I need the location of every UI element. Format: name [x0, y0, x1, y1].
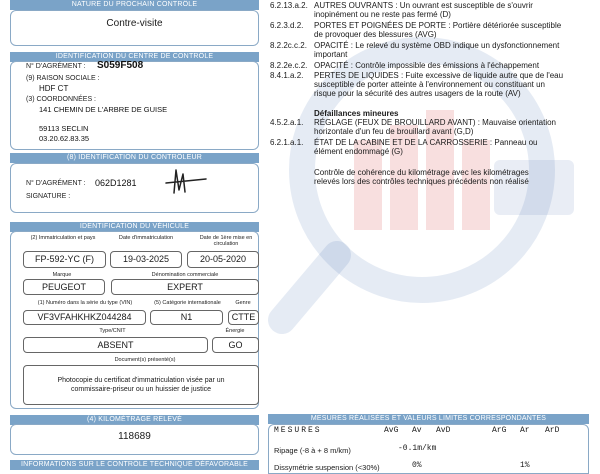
- cap-vin: (1) Numéro dans la série du type (VIN): [37, 300, 133, 306]
- measures-title: MESURES: [274, 426, 322, 435]
- energie-field: GO: [212, 337, 259, 353]
- controller-agreement-label: N° D'AGRÉMENT :: [26, 180, 86, 187]
- cap-denomination: Dénomination commerciale: [151, 272, 219, 278]
- raison-sociale-label: (9) RAISON SOCIALE :: [26, 75, 100, 82]
- col-ard: ArD: [545, 426, 560, 435]
- coherence-note: Contrôle de cohérence du kilométrage avec les kilométrages relevés lors des contrôles techniques précédents non réalisé: [314, 168, 529, 186]
- categorie-field: N1: [150, 310, 223, 325]
- cap-type: Type/CNIT: [99, 328, 126, 334]
- defect-code: 6.2.3.d.2.: [270, 21, 304, 30]
- defect-code: 6.2.13.a.2.: [270, 1, 308, 10]
- cap-categorie: (5) Catégorie internationale: [154, 300, 221, 306]
- defect-code: 8.2.2c.c.2.: [270, 41, 307, 50]
- center-phone: 03.20.62.83.35: [39, 134, 90, 143]
- center-address: 141 CHEMIN DE L'ARBRE DE GUISE: [39, 105, 168, 114]
- signature-label: SIGNATURE :: [26, 193, 71, 200]
- measure-row-label: Ripage (-8 à + 8 m/km): [274, 446, 351, 455]
- measure-row-av: 0%: [412, 461, 422, 470]
- defect-text: PERTES DE LIQUIDES : Fuite excessive de liquide autre que de l'eau susceptible de porter atteinte à l'environnement ou constituant un risque pour la sécurité des autres usagers de la route (AV): [314, 71, 564, 98]
- marque-field: PEUGEOT: [23, 279, 105, 295]
- vehicle-header: IDENTIFICATION DU VÉHICULE: [10, 222, 259, 232]
- measure-row-av: -0.1m/km: [398, 444, 437, 453]
- next-control-value: Contre-visite: [106, 18, 163, 29]
- document-line-1: Photocopie du certificat d'immatriculation visée par un: [57, 377, 225, 384]
- col-av: Av: [412, 426, 422, 435]
- signature-mark: [160, 166, 215, 196]
- coordonnees-label: (3) COORDONNÉES :: [26, 96, 97, 103]
- info-header: INFORMATIONS SUR LE CONTRÔLE TECHNIQUE DÉFAVORABLE: [10, 460, 259, 470]
- cap-marque: Marque: [52, 272, 72, 278]
- mileage-box: [10, 424, 259, 455]
- document-line-2: commissaire-priseur ou un huissier de justice: [70, 386, 212, 393]
- measures-header: MESURES RÉALISÉES ET VALEURS LIMITES CORRESPONDANTES: [268, 414, 589, 424]
- center-city: 59113 SECLIN: [39, 124, 89, 133]
- mileage-value: 118689: [118, 431, 151, 442]
- center-agreement-value: S059F508: [97, 60, 144, 71]
- cap-immat: (2) Immatriculation et pays: [30, 235, 96, 241]
- date-immat-field: 19-03-2025: [110, 251, 182, 268]
- defect-text: OPACITÉ : Le relevé du système OBD indique un dysfonctionnement important: [314, 41, 560, 59]
- cap-energie: Énergie: [225, 328, 245, 334]
- defect-text: OPACITÉ : Contrôle impossible des émissions à l'échappement: [314, 61, 540, 70]
- minor-defects-title: Défaillances mineures: [314, 109, 399, 118]
- defect-text: ÉTAT DE LA CABINE ET DE LA CARROSSERIE : Panneau ou élément endommagé (G): [314, 138, 538, 156]
- immat-field: FP-592-YC (F): [23, 251, 106, 268]
- cap-first-circ: Date de 1ère mise en circulation: [199, 235, 253, 247]
- col-ar: Ar: [520, 426, 530, 435]
- next-control-box: [10, 10, 259, 46]
- defect-text: AUTRES OUVRANTS : Un ouvrant est susceptible de s'ouvrir inopinément ou ne reste pas fermé (D): [314, 1, 533, 19]
- genre-field: CTTE: [228, 310, 259, 325]
- measure-row-label: Dissymétrie suspension (<30%): [274, 463, 380, 472]
- controller-header: (8) IDENTIFICATION DU CONTRÔLEUR: [10, 153, 259, 163]
- first-circ-field: 20-05-2020: [187, 251, 259, 268]
- cap-documents: Document(s) présenté(s): [114, 357, 176, 363]
- measure-row-ar: 1%: [520, 461, 530, 470]
- defect-text: PORTES ET POIGNÉES DE PORTE : Portière détériorée susceptible de provoquer des blessures (AVG): [314, 21, 562, 39]
- defect-text: RÉGLAGE (FEUX DE BROUILLARD AVANT) : Mauvaise orientation horizontale d'un feu de brouillard avant (G,D): [314, 118, 557, 136]
- defect-code: 8.4.1.a.2.: [270, 71, 304, 80]
- denomination-field: EXPERT: [111, 279, 259, 295]
- next-control-header: NATURE DU PROCHAIN CONTRÔLE: [10, 0, 259, 10]
- controller-agreement-value: 062D1281: [95, 178, 137, 188]
- cap-genre: Genre: [235, 300, 251, 306]
- defect-code: 4.5.2.a.1.: [270, 118, 304, 127]
- controller-box: [10, 163, 259, 213]
- col-avd: AvD: [436, 426, 451, 435]
- defect-code: 8.2.2e.c.2.: [270, 61, 308, 70]
- col-arg: ArG: [492, 426, 507, 435]
- raison-sociale-value: HDF CT: [39, 84, 69, 93]
- defect-code: 6.2.1.a.1.: [270, 138, 304, 147]
- col-avg: AvG: [384, 426, 399, 435]
- type-field: ABSENT: [23, 337, 208, 353]
- center-agreement-label: N° D'AGRÉMENT :: [26, 63, 86, 70]
- center-header: IDENTIFICATION DU CENTRE DE CONTRÔLE: [10, 52, 259, 62]
- documents-field: [23, 365, 259, 405]
- cap-date-immat: Date d'immatriculation: [118, 235, 174, 241]
- vin-field: VF3VFAHKHKZ044284: [23, 310, 146, 325]
- mileage-header: (4) KILOMÉTRAGE RELEVÉ: [10, 415, 259, 425]
